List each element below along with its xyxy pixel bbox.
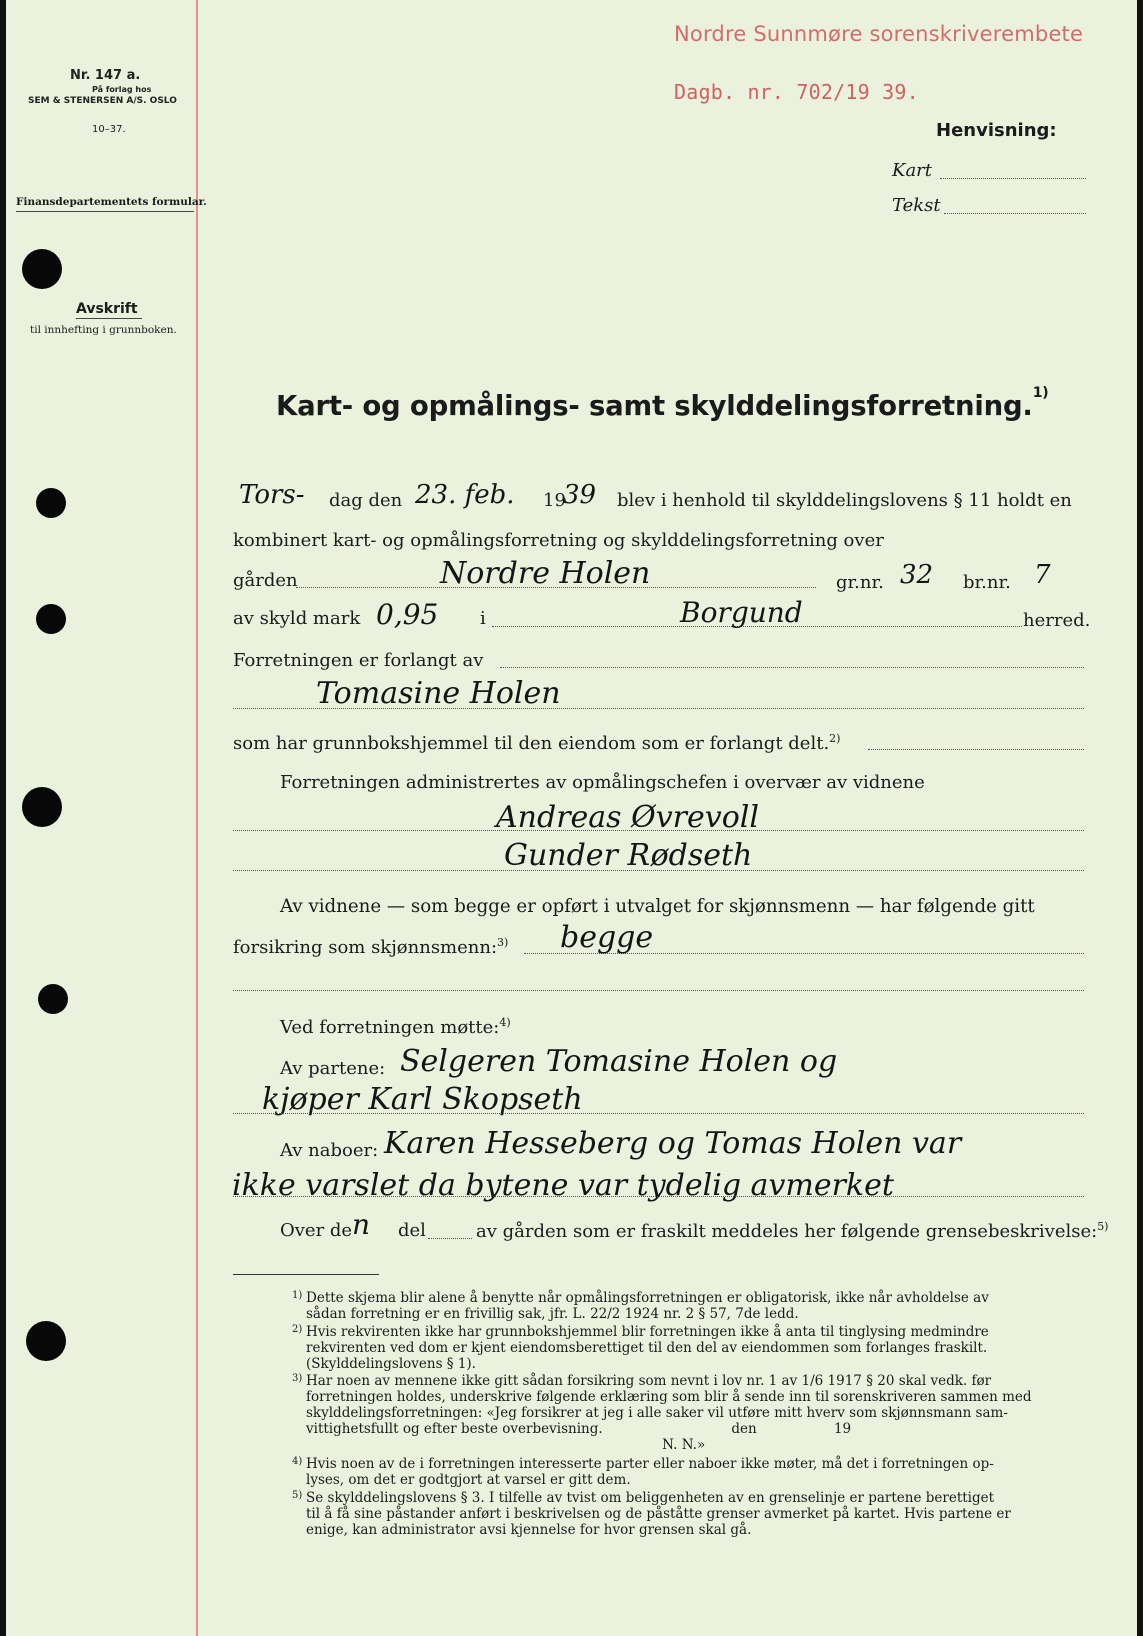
hjemmel-text	[233, 732, 840, 754]
footnote-4-line: lyses, om det er godtgjort at varsel er gitt dem.	[306, 1472, 631, 1488]
forsikring-value: begge	[560, 920, 654, 955]
over-rest: av gården som er fraskilt meddeles her følgende grensebeskrivelse:	[476, 1221, 1098, 1242]
del-field	[428, 1238, 472, 1239]
footnote-4-num: 4)	[292, 1456, 303, 1467]
footnote-4-line: Hvis noen av de i forretningen interesserte parter eller naboer ikke møter, må det i forretningen op-	[306, 1456, 994, 1472]
formular-rule	[16, 211, 194, 212]
over-value: n	[352, 1208, 371, 1241]
hjemmel-note: 2)	[829, 732, 841, 745]
punch-hole	[36, 604, 66, 634]
footnote-5-line: til å få sine påstander anført i beskrivelsen og de påståtte grenser avmerket på kartet. Hvis partene er	[306, 1506, 1011, 1522]
over-note: 5)	[1097, 1220, 1109, 1233]
year-prefix: 19	[543, 490, 566, 511]
hjemmel-label: som har grunnbokshjemmel til den eiendom som er forlangt delt.	[233, 733, 830, 754]
footnote-3	[292, 1373, 1086, 1453]
herred-value: Borgund	[680, 596, 803, 629]
formular-label: Finansdepartementets formular.	[16, 196, 207, 208]
publisher-line-b: SEM & STENERSEN A/S. OSLO	[28, 96, 177, 106]
dagbok-stamp: Dagb. nr. 702/19 39.	[674, 80, 919, 104]
brnr-value: 7	[1034, 560, 1051, 590]
line1-text: blev i henhold til skylddelingslovens § 11 holdt en	[617, 490, 1072, 511]
forlangt-label: Forretningen er forlangt av	[233, 650, 484, 671]
publisher-line-a: På forlag hos	[92, 85, 152, 94]
grnr-label: gr.nr.	[836, 572, 884, 593]
footnote-1-line: Dette skjema blir alene å benytte når opmålingsforretningen er obligatorisk, ikke når avholdelse av	[306, 1290, 989, 1306]
footnote-3-line: Har noen av mennene ikke gitt sådan forsikring som nevnt i lov nr. 1 av 1/6 1917 § 20 skal vedk. før	[306, 1373, 992, 1389]
footnote-3-line: vittighetsfullt og efter beste overbevisning. den 19	[306, 1421, 852, 1437]
footnote-2-line: rekvirenten ved dom er kjent eiendomsberettiget til den del av eiendommen som forlanges fraskilt.	[306, 1340, 988, 1356]
day-value: Tors-	[239, 480, 305, 510]
footnote-1	[292, 1290, 1086, 1322]
title-note: 1)	[1032, 384, 1049, 401]
footnote-3-line: skylddelingsforretningen: «Jeg forsikrer at jeg i alle saker vil utføre mitt hverv som skjønnsmann sam-	[306, 1405, 1008, 1421]
footnote-5-line: Se skylddelingslovens § 3. I tilfelle av tvist om beliggenheten av en grenselinje er partene berettiget	[306, 1490, 995, 1506]
over-text	[476, 1220, 1108, 1242]
tekst-field	[944, 213, 1086, 214]
footnote-4	[292, 1456, 1086, 1488]
footnote-2-num: 2)	[292, 1324, 303, 1335]
title-text: Kart- og opmålings- samt skylddelingsforretning.	[276, 390, 1033, 422]
publisher-date: 10–37.	[92, 124, 126, 135]
footnote-1-line: sådan forretning er en frivillig sak, jfr. L. 22/2 1924 nr. 2 § 57, 7de ledd.	[306, 1306, 799, 1322]
witness-2: Gunder Rødseth	[504, 838, 753, 873]
left-scan-edge	[0, 0, 6, 1636]
reference-label: Henvisning:	[936, 120, 1057, 141]
partene-field-2	[233, 1113, 1084, 1114]
footnote-3-line: forretningen holdes, underskrive følgende erklæring som blir å sende inn til sorenskriveren sammen med	[306, 1389, 1032, 1405]
partene-label: Av partene:	[280, 1058, 386, 1079]
witness-1: Andreas Øvrevoll	[496, 800, 759, 835]
footnote-5	[292, 1490, 1086, 1538]
footnote-2	[292, 1324, 1086, 1372]
margin-line	[196, 0, 198, 1636]
admin-text: Forretningen administrertes av opmålingschefen i overvær av vidnene	[280, 772, 925, 793]
motte-label: Ved forretningen møtte:	[280, 1017, 500, 1038]
motte-note: 4)	[499, 1016, 511, 1029]
del-label: del	[398, 1220, 426, 1241]
punch-hole	[26, 1321, 66, 1361]
reference-kart: Kart	[892, 160, 933, 181]
punch-hole	[38, 984, 68, 1014]
footnote-2-line: Hvis rekvirenten ikke har grunnbokshjemmel blir forretningen ikke å anta til tinglysing medmindre	[306, 1324, 989, 1340]
dag-den-label: dag den	[329, 490, 403, 511]
forsikring-note: 3)	[497, 936, 509, 949]
hjemmel-field	[868, 749, 1084, 750]
motte-text	[280, 1016, 511, 1038]
reference-tekst: Tekst	[892, 195, 941, 216]
page-title	[276, 384, 1049, 422]
skyld-label: av skyld mark	[233, 608, 361, 629]
footnote-5-line: enige, kan administrator avsi kjennelse for hvor grensen skal gå.	[306, 1522, 752, 1538]
forsikring-label: forsikring som skjønnsmenn:	[233, 937, 498, 958]
garden-value: Nordre Holen	[440, 556, 651, 591]
herred-label: herred.	[1023, 610, 1091, 631]
forlangt-value: Tomasine Holen	[316, 676, 561, 711]
witness-field-2	[233, 870, 1084, 871]
skyld-value: 0,95	[376, 598, 439, 631]
punch-hole	[22, 249, 62, 289]
footnote-rule	[233, 1274, 379, 1275]
footnote-3-num: 3)	[292, 1373, 303, 1384]
naboer-field-2	[233, 1196, 1084, 1197]
forlangt-field-1	[500, 667, 1084, 668]
naboer-value-2: ikke varslet da bytene var tydelig avmerket	[232, 1168, 894, 1203]
avskrift-label: Avskrift	[76, 301, 138, 317]
forsikring-text	[233, 936, 508, 958]
line2-text: kombinert kart- og opmålingsforretning og skylddelingsforretning over	[233, 530, 884, 551]
partene-value-2: kjøper Karl Skopseth	[262, 1082, 583, 1117]
i-label: i	[480, 608, 486, 629]
year-value: 39	[563, 480, 597, 510]
kart-field	[940, 178, 1086, 179]
garden-label: gården	[233, 570, 298, 591]
naboer-label: Av naboer:	[280, 1140, 379, 1161]
avskrift-sub: til innhefting i grunnboken.	[30, 324, 177, 336]
vidnene-text: Av vidnene — som begge er opført i utvalget for skjønnsmenn — har følgende gitt	[280, 896, 1035, 917]
punch-hole	[36, 488, 66, 518]
avskrift-underline	[76, 318, 142, 319]
footnote-3-line: N. N.»	[306, 1437, 706, 1453]
footnote-1-num: 1)	[292, 1290, 303, 1301]
office-stamp: Nordre Sunnmøre sorenskriverembete	[674, 22, 1084, 46]
partene-value-1: Selgeren Tomasine Holen og	[400, 1044, 838, 1079]
right-scan-edge	[1137, 0, 1143, 1636]
form-number: Nr. 147 a.	[70, 68, 141, 83]
footnote-2-line: (Skylddelingslovens § 1).	[306, 1356, 476, 1372]
witness-field-1	[233, 830, 1084, 831]
brnr-label: br.nr.	[963, 572, 1011, 593]
forsikring-field-2	[233, 990, 1084, 991]
forlangt-field-2	[233, 708, 1084, 709]
punch-hole	[22, 787, 62, 827]
naboer-value-1: Karen Hesseberg og Tomas Holen var	[384, 1126, 962, 1161]
footnote-5-num: 5)	[292, 1490, 303, 1501]
date-value: 23. feb.	[415, 480, 515, 510]
over-label: Over de	[280, 1220, 353, 1241]
grnr-value: 32	[900, 560, 934, 590]
